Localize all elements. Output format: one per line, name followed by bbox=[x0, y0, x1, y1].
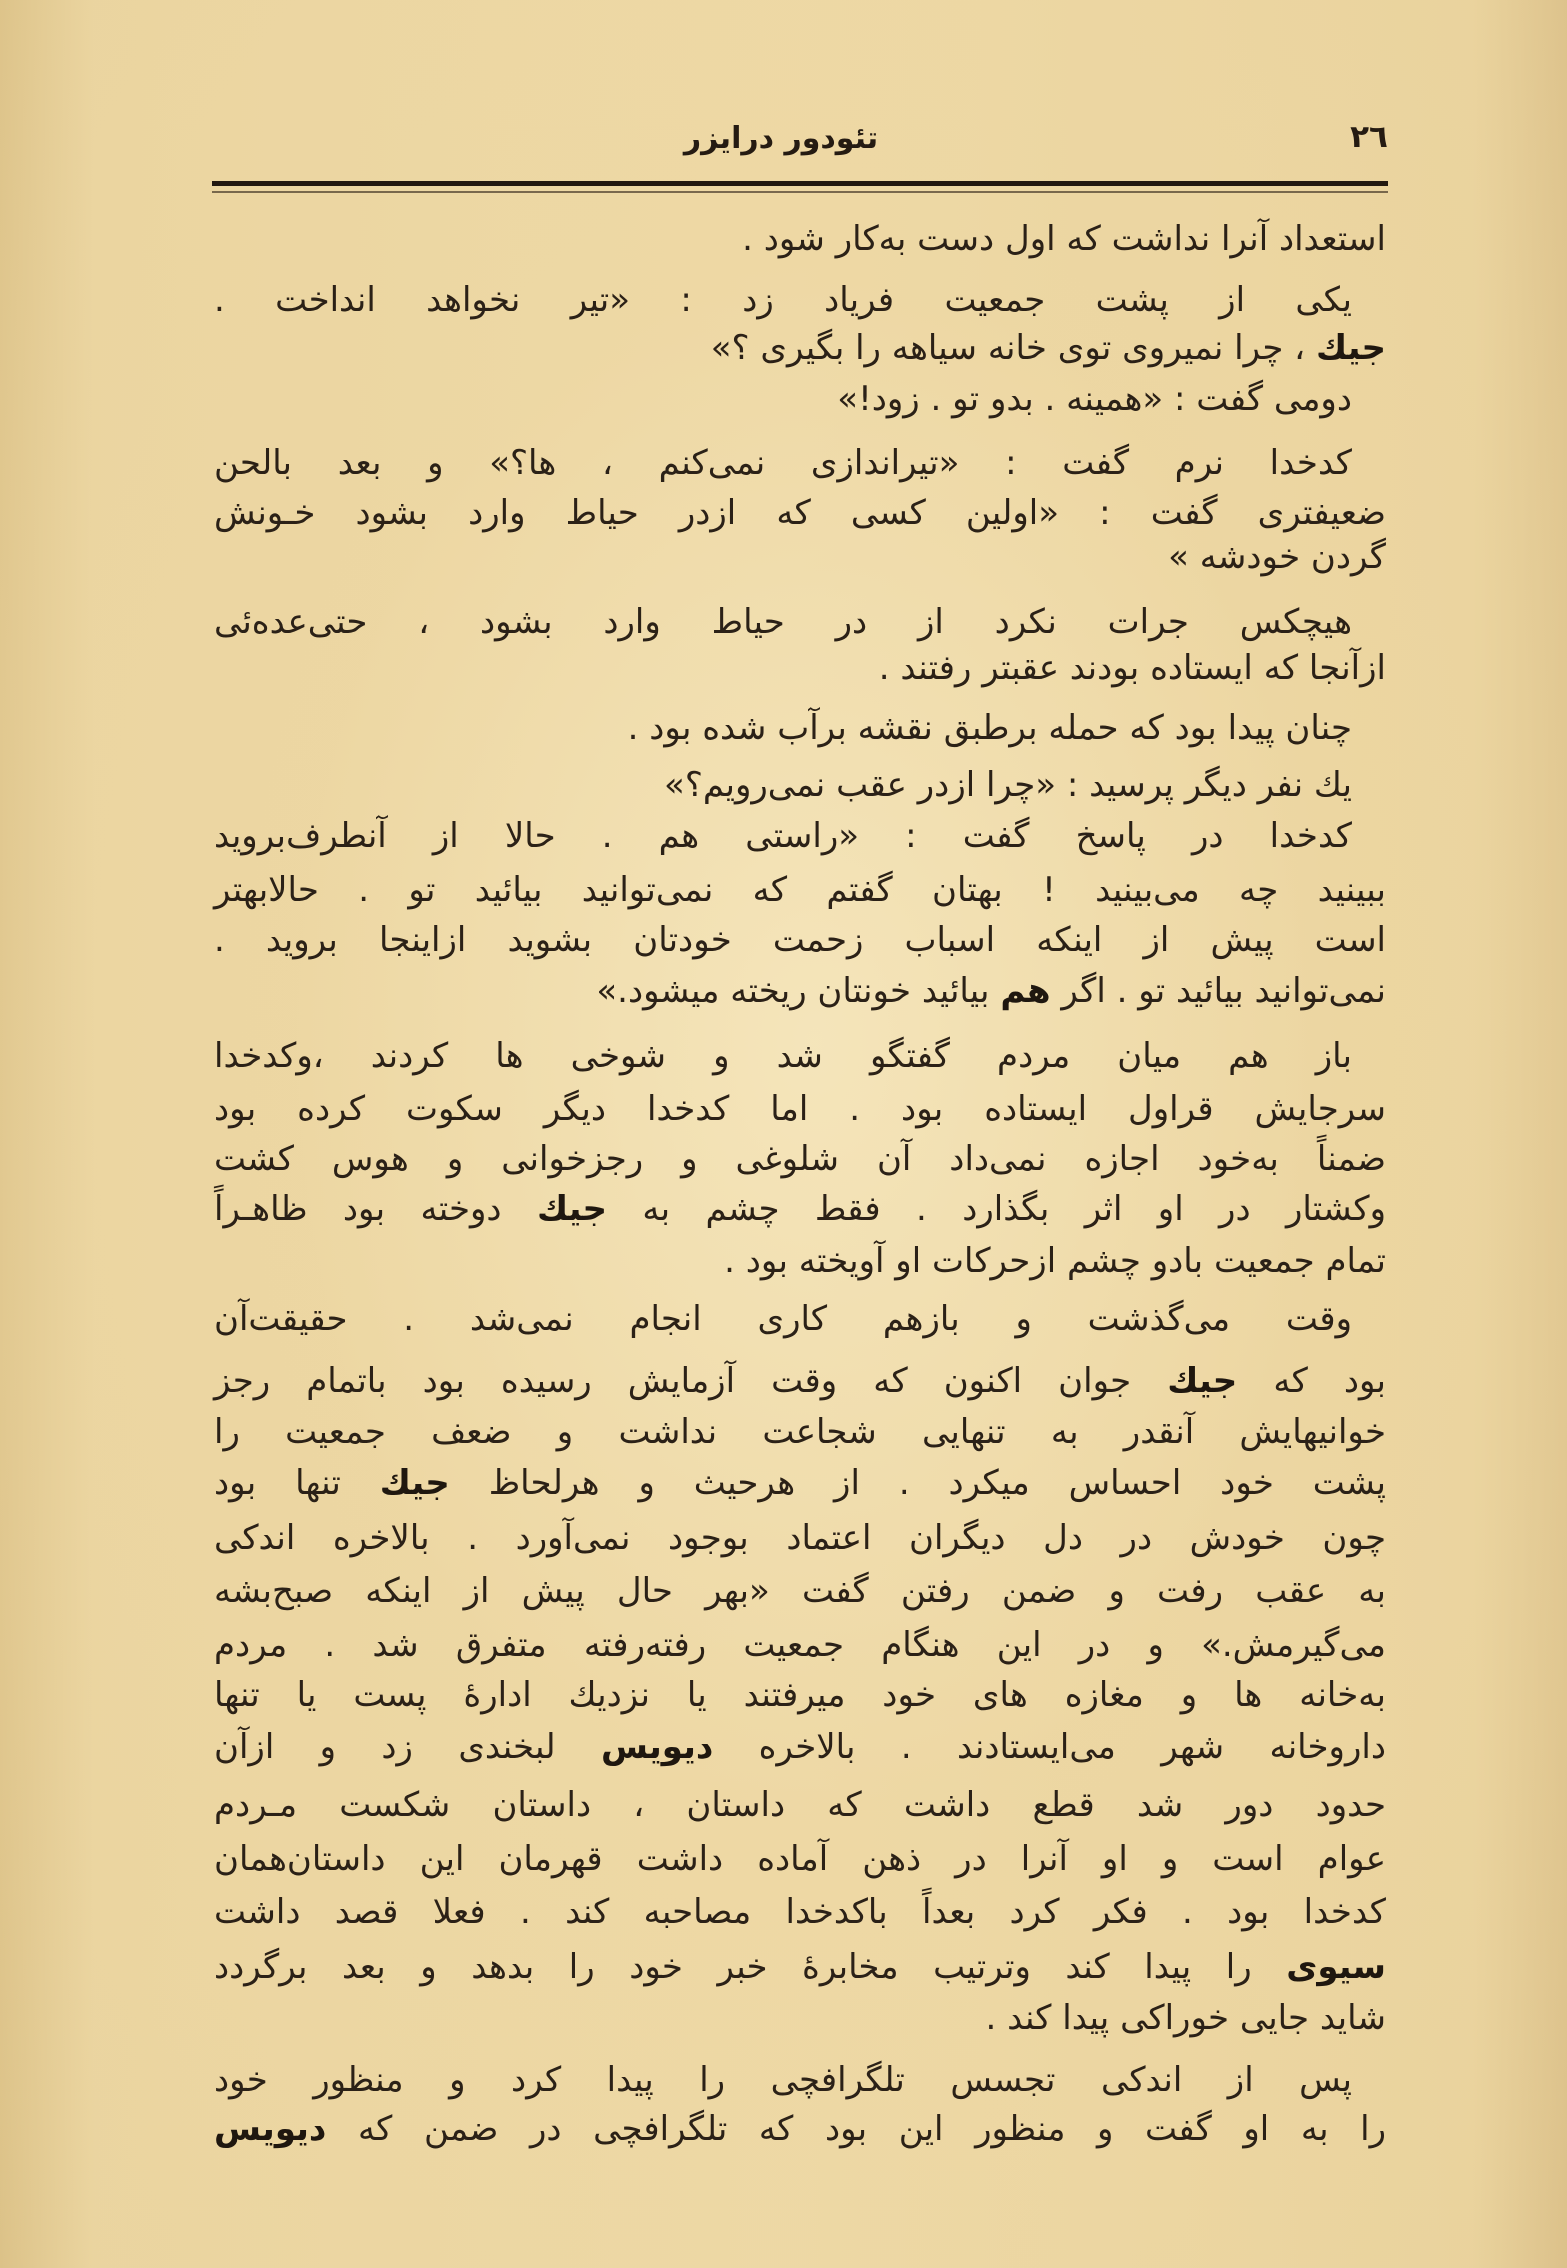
emphasized-text: جیك bbox=[536, 1189, 608, 1229]
text-line bbox=[214, 277, 1386, 323]
text-segment: هیچکس جرات نکرد از در حیاط وارد بشود ، حتی‌عده‌ئی bbox=[214, 602, 1352, 642]
text-segment: سرجایش قراول ایستاده بود . اما کدخدا دیگر سکوت کرده بود bbox=[214, 1089, 1386, 1129]
text-segment: وقت می‌گذشت و بازهم کاری انجام نمی‌شد . حقیقت‌آن bbox=[214, 1299, 1352, 1339]
text-segment: داروخانه شهر می‌ایستادند . بالاخره bbox=[713, 1727, 1386, 1767]
text-line bbox=[214, 2106, 1386, 2152]
text-line bbox=[214, 1460, 1386, 1506]
text-segment: کدخدا بود . فکر کرد بعداً باکدخدا مصاحبه کند . فعلا قصد داشت bbox=[214, 1892, 1386, 1932]
text-line bbox=[214, 490, 1386, 536]
text-segment: دوخته بود ظاهـراً bbox=[214, 1189, 537, 1229]
text-line bbox=[214, 917, 1386, 963]
text-segment: تمام جمعیت بادو چشم ازحرکات او آویخته بود . bbox=[724, 1241, 1386, 1281]
text-line bbox=[214, 1672, 1386, 1718]
text-segment: تنها بود bbox=[214, 1463, 380, 1503]
emphasized-text: دیویس bbox=[214, 2109, 327, 2149]
text-segment: ضعیفتری گفت : «اولین کسی که ازدر حیاط وارد بشود خـونش bbox=[214, 493, 1386, 533]
text-segment: دومی گفت : «همینه . بدو تو . زود!» bbox=[837, 379, 1352, 419]
text-line bbox=[214, 1995, 1386, 2041]
text-line bbox=[214, 2057, 1386, 2103]
text-line bbox=[214, 1782, 1386, 1828]
text-line bbox=[214, 325, 1386, 371]
text-segment: عوام است و او آنرا در ذهن آماده داشت قهرمان این داستان‌همان bbox=[214, 1839, 1386, 1879]
text-segment: ببینید چه می‌بینید ! بهتان گفتم که نمی‌توانید بیائید تو . حالابهتر bbox=[214, 870, 1386, 910]
text-line bbox=[214, 1515, 1386, 1561]
text-line bbox=[214, 1889, 1386, 1935]
emphasized-text: جیك bbox=[379, 1463, 450, 1503]
text-segment: را پیدا کند وترتیب مخابرهٔ خبر خود را بدهد و بعد برگردد bbox=[214, 1947, 1287, 1987]
running-head-title: تئودور درایزر bbox=[683, 121, 879, 156]
text-segment: کدخدا در پاسخ گفت : «راستی هم . حالا از آنطرف‌بروید bbox=[214, 816, 1352, 856]
text-line bbox=[214, 762, 1386, 808]
text-segment: چون خودش در دل دیگران اعتماد بوجود نمی‌آورد . بالاخره اندکی bbox=[214, 1518, 1386, 1558]
text-line bbox=[214, 1944, 1386, 1990]
text-segment: پشت خود احساس میکرد . از هرحیث و هرلحاظ bbox=[449, 1463, 1386, 1503]
text-segment: استعداد آنرا نداشت که اول دست به‌کار شود . bbox=[742, 219, 1386, 259]
text-line bbox=[214, 1622, 1386, 1668]
text-segment: لبخندی زد و ازآن bbox=[214, 1727, 601, 1767]
text-segment: کدخدا نرم گفت : «تیراندازی نمی‌کنم ، ها؟» و بعد بالحن bbox=[214, 443, 1352, 483]
text-line bbox=[214, 1033, 1386, 1079]
text-segment: یکی از پشت جمعیت فریاد زد : «تیر نخواهد انداخت . bbox=[214, 280, 1352, 320]
text-segment: بود که bbox=[1237, 1361, 1387, 1401]
text-line bbox=[214, 440, 1386, 486]
text-segment: به‌خانه ها و مغازه های خود میرفتند یا نزدیك ادارهٔ پست یا تنها bbox=[214, 1675, 1386, 1715]
text-line bbox=[214, 1296, 1386, 1342]
text-segment: ازآنجا که ایستاده بودند عقبتر رفتند . bbox=[878, 648, 1386, 688]
text-segment: ، چرا نمیروی توی خانه سیاهه را بگیری ؟» bbox=[710, 328, 1316, 368]
text-line bbox=[214, 813, 1386, 859]
text-line bbox=[214, 1358, 1386, 1404]
text-line bbox=[214, 534, 1386, 580]
text-line bbox=[214, 1409, 1386, 1455]
emphasized-text: جیك bbox=[1315, 328, 1386, 368]
text-line bbox=[214, 705, 1386, 751]
text-line bbox=[214, 1086, 1386, 1132]
text-segment: است پیش از اینکه اسباب زحمت خودتان بشوید ازاینجا بروید . bbox=[214, 920, 1386, 960]
emphasized-text: دیویس bbox=[600, 1727, 714, 1767]
text-line bbox=[214, 867, 1386, 913]
text-line bbox=[214, 1568, 1386, 1614]
text-segment: ضمناً به‌خود اجازه نمی‌داد آن شلوغی و رجزخوانی و هوس کشت bbox=[214, 1139, 1386, 1179]
text-segment: باز هم میان مردم گفتگو شد و شوخی ها کردند ،وکدخدا bbox=[214, 1036, 1352, 1076]
text-line bbox=[214, 216, 1386, 262]
text-segment: به عقب رفت و ضمن رفتن گفت «بهر حال پیش از اینکه صبح‌بشه bbox=[214, 1571, 1386, 1611]
text-segment: نمی‌توانید بیائید تو . اگر bbox=[1050, 971, 1386, 1011]
text-line bbox=[214, 1186, 1386, 1232]
text-segment: حدود دور شد قطع داشت که داستان ، داستان شکست مـردم bbox=[214, 1785, 1386, 1825]
text-segment: چنان پیدا بود که حمله برطبق نقشه برآب شده بود . bbox=[627, 708, 1352, 748]
text-line bbox=[214, 1136, 1386, 1182]
emphasized-text: جیك bbox=[1167, 1361, 1238, 1401]
text-segment: می‌گیرمش.» و در این هنگام جمعیت رفته‌رفته متفرق شد . مردم bbox=[214, 1625, 1386, 1665]
text-segment: پس از اندکی تجسس تلگرافچی را پیدا کرد و منظور خود bbox=[214, 2060, 1352, 2100]
text-segment: خوانیهایش آنقدر به تنهایی شجاعت نداشت و ضعف جمعیت را bbox=[214, 1412, 1386, 1452]
text-line bbox=[214, 1836, 1386, 1882]
text-line bbox=[214, 968, 1386, 1014]
text-segment: بیائید خونتان ریخته میشود.» bbox=[596, 971, 1001, 1011]
text-line bbox=[214, 1724, 1386, 1770]
text-segment: یك نفر دیگر پرسید : «چرا ازدر عقب نمی‌رویم؟» bbox=[664, 765, 1352, 805]
text-line bbox=[214, 1238, 1386, 1284]
text-line bbox=[214, 376, 1386, 422]
text-segment: را به او گفت و منظور این بود که تلگرافچی در ضمن که bbox=[326, 2109, 1386, 2149]
text-segment: گردن خودشه » bbox=[1168, 537, 1386, 577]
text-segment: جوان اکنون که وقت آزمایش رسیده بود باتمام رجز bbox=[214, 1361, 1168, 1401]
emphasized-text: سیوی bbox=[1286, 1947, 1386, 1987]
text-segment: شاید جایی خوراکی پیدا کند . bbox=[985, 1998, 1386, 2038]
text-line bbox=[214, 599, 1386, 645]
text-line bbox=[214, 645, 1386, 691]
emphasized-text: هم bbox=[1000, 971, 1051, 1011]
page-number: ٢٦ bbox=[1350, 119, 1388, 155]
text-segment: وکشتار در او اثر بگذارد . فقط چشم به bbox=[607, 1189, 1386, 1229]
